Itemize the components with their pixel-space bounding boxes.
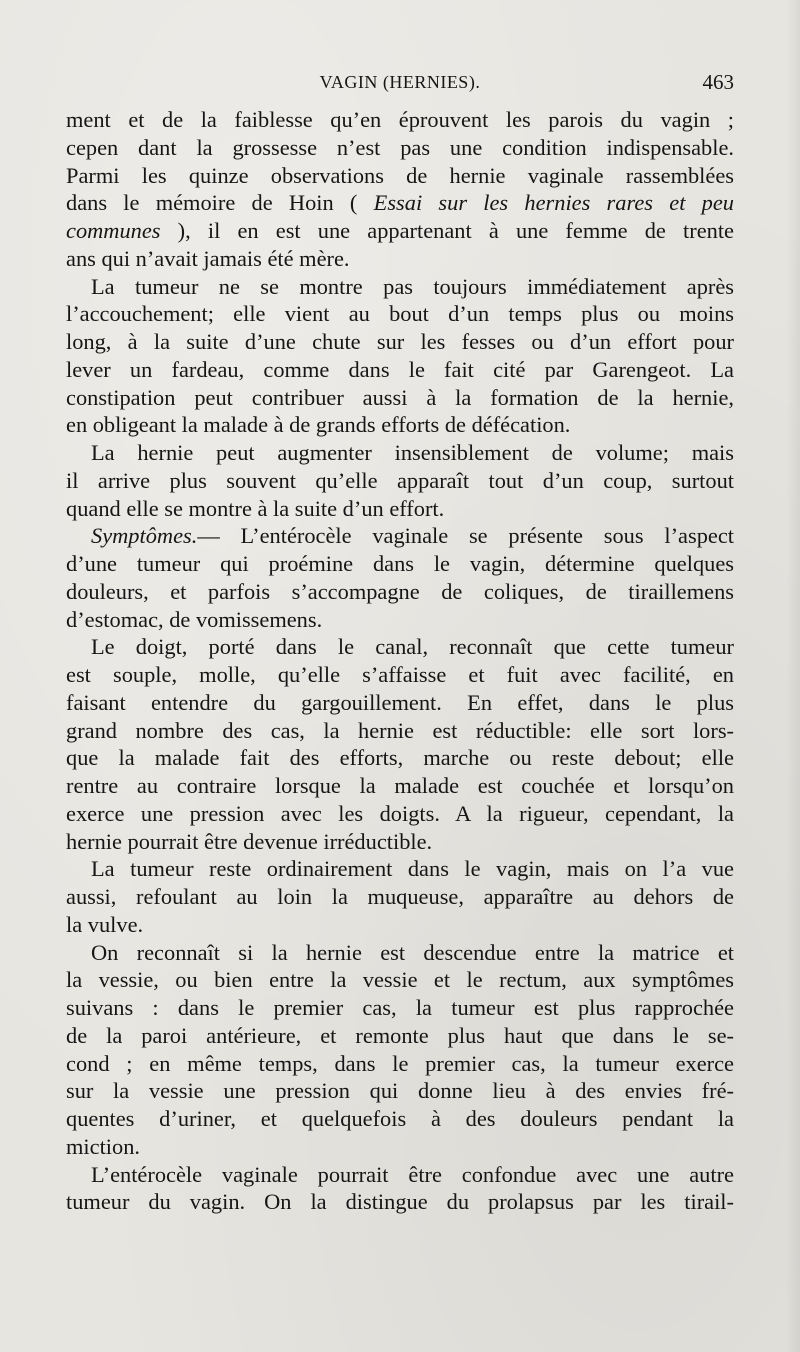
text-line: tumeur du vagin. On la distingue du prolapsus par les tirail- <box>66 1189 734 1215</box>
text-line: exerce une pression avec les doigts. A la rigueur, cependant, la <box>66 800 734 826</box>
text-line: la vulve. <box>66 911 144 937</box>
text-line: cond ; en même temps, dans le premier cas, la tumeur exerce <box>66 1050 734 1076</box>
text-line: l’accouchement; elle vient au bout d’un temps plus ou moins <box>66 301 734 327</box>
text-line: L’entérocèle vaginale pourrait être confondue avec une autre <box>91 1161 734 1187</box>
text-line: hernie pourrait être devenue irréductible. <box>66 828 433 854</box>
text-line: La tumeur reste ordinairement dans le vagin, mais on l’a vue <box>91 856 734 882</box>
text-line: quand elle se montre à la suite d’un effort. <box>66 495 445 521</box>
text-line: de la paroi antérieure, et remonte plus haut que dans le se- <box>66 1022 734 1048</box>
text-line: constipation peut contribuer aussi à la formation de la hernie, <box>66 384 734 410</box>
text-line: quentes d’uriner, et quelquefois à des douleurs pendant la <box>66 1106 734 1131</box>
text-run: dans le mémoire de Hoin ( <box>66 190 374 216</box>
text-line: rentre au contraire lorsque la malade est couchée et lorsqu’on <box>66 773 734 798</box>
text-line: il arrive plus souvent qu’elle apparaît tout d’un coup, surtout <box>66 467 734 493</box>
text-line <box>66 189 734 217</box>
italic-text: Symptômes. <box>91 523 198 549</box>
text-line: miction. <box>66 1133 141 1159</box>
text-line: en obligeant la malade à de grands efforts de défécation. <box>66 412 571 438</box>
running-head <box>66 72 734 102</box>
text-line: Le doigt, porté dans le canal, reconnaît que cette tumeur <box>91 634 734 660</box>
body-text <box>66 106 734 1216</box>
text-line <box>66 217 734 245</box>
text-line: d’estomac, de vomissemens. <box>66 606 323 632</box>
text-line <box>66 522 734 550</box>
text-line: suivans : dans le premier cas, la tumeur est plus rapprochée <box>66 995 734 1020</box>
italic-text: communes <box>66 218 161 243</box>
text-run: — L’entérocèle vaginale se présente sous l’aspect <box>197 523 734 549</box>
text-line: est souple, molle, qu’elle s’affaisse et fuit avec facilité, en <box>66 662 734 687</box>
text-line: long, à la suite d’une chute sur les fesses ou d’un effort pour <box>66 329 734 354</box>
text-line: sur la vessie une pression qui donne lieu à des envies fré- <box>66 1078 734 1104</box>
text-line: d’une tumeur qui proémine dans le vagin, détermine quelques <box>66 551 734 576</box>
text-line: Parmi les quinze observations de hernie vaginale rassemblées <box>66 162 734 188</box>
text-line: faisant entendre du gargouillement. En effet, dans le plus <box>66 689 734 715</box>
text-line: La hernie peut augmenter insensiblement de volume; mais <box>91 440 734 465</box>
text-line: ment et de la faiblesse qu’en éprouvent les parois du vagin ; <box>66 107 734 132</box>
italic-text: Essai sur les hernies rares et peu <box>373 190 734 216</box>
text-line: que la malade fait des efforts, marche ou reste debout; elle <box>66 745 734 771</box>
text-run: ), il en est une appartenant à une femme de trente <box>160 218 734 243</box>
text-line: On reconnaît si la hernie est descendue entre la matrice et <box>91 939 734 965</box>
text-line: cepen dant la grossesse n’est pas une condition indispensable. <box>66 134 734 160</box>
text-line: aussi, refoulant au loin la muqueuse, apparaître au dehors de <box>66 884 734 909</box>
page-edge-shadow <box>786 0 800 1352</box>
text-line: ans qui n’avait jamais été mère. <box>66 245 350 271</box>
text-line: douleurs, et parfois s’accompagne de coliques, de tiraillemens <box>66 578 734 604</box>
text-line: la vessie, ou bien entre la vessie et le rectum, aux symptômes <box>66 967 734 993</box>
running-title: VAGIN (HERNIES). <box>319 72 481 92</box>
page-number: 463 <box>702 70 734 94</box>
text-line: La tumeur ne se montre pas toujours immédiatement après <box>91 273 734 299</box>
text-line: grand nombre des cas, la hernie est réductible: elle sort lors- <box>66 717 734 743</box>
text-line: lever un fardeau, comme dans le fait cité par Garengeot. La <box>66 356 734 382</box>
